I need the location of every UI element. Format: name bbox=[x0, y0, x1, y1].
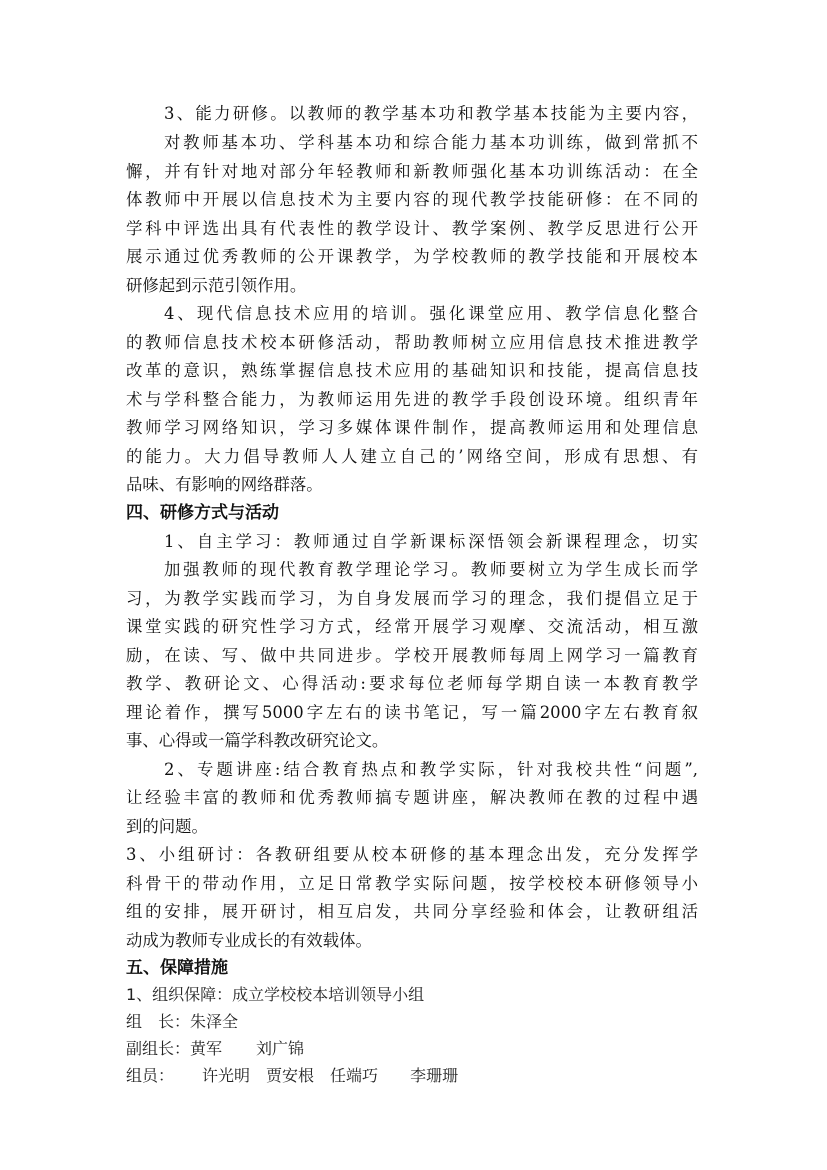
leader-label: 组 长： bbox=[126, 1012, 191, 1031]
item1-line-4: 课堂实践的研究性学习方式，经常开展学习观摩、交流活动，相互激 bbox=[126, 617, 698, 636]
org-leader-row bbox=[126, 1012, 698, 1032]
section3-line-2: 对教师基本功、学科基本功和综合能力基本功训练，做到常抓不 bbox=[164, 133, 698, 152]
item1-line-8: 事、心得或一篇学科教改研究论文。 bbox=[126, 731, 389, 750]
section3-line-7: 研修起到示范引领作用。 bbox=[126, 276, 307, 295]
section4-line-1: 4、现代信息技术应用的培训。强化课堂应用、教学信息化整合 bbox=[164, 304, 698, 323]
member-name: 任端巧 bbox=[330, 1066, 379, 1085]
item1-line-3: 习，为教学实践而学习，为自身发展而学习的理念，我们提倡立足于 bbox=[126, 589, 698, 608]
section4-line-4: 术与学科整合能力，为教师运用先进的教学手段创设环境。组织青年 bbox=[126, 390, 698, 409]
deputy-name: 黄军 bbox=[190, 1039, 223, 1058]
member-name: 贾安根 bbox=[266, 1066, 315, 1085]
section-heading-4: 四、研修方式与活动 bbox=[126, 503, 279, 523]
member-name: 许光明 bbox=[202, 1066, 251, 1085]
item2-line-1: 2、专题讲座:结合教育热点和教学实际，针对我校共性“问题”, bbox=[164, 760, 698, 779]
deputy-name: 刘广锦 bbox=[256, 1039, 305, 1058]
item2-line-3: 到的问题。 bbox=[126, 817, 208, 836]
leader-name: 朱泽全 bbox=[190, 1012, 239, 1031]
item1-line-2: 加强教师的现代教育教学理论学习。教师要树立为学生成长而学 bbox=[164, 560, 698, 579]
item1-line-1: 1、自主学习：教师通过自学新课标深悟领会新课程理念，切实 bbox=[164, 532, 698, 551]
section3-line-6: 展示通过优秀教师的公开课教学，为学校教师的教学技能和开展校本 bbox=[126, 247, 698, 266]
item2-line-2: 让经验丰富的教师和优秀教师搞专题讲座，解决教师在教的过程中遇 bbox=[126, 788, 698, 807]
section4-line-7: 品味、有影响的网络群落。 bbox=[126, 475, 323, 494]
section3-line-4: 体教师中开展以信息技术为主要内容的现代教学技能研修：在不同的 bbox=[126, 190, 698, 209]
item1-line-6: 教学、教研论文、心得活动:要求每位老师每学期自读一本教育教学 bbox=[126, 674, 698, 693]
org-title: 1、组织保障：成立学校校本培训领导小组 bbox=[126, 985, 425, 1004]
item3-line-2: 科骨干的带动作用，立足日常教学实际问题，按学校校本研修领导小 bbox=[126, 874, 698, 893]
section3-line-3: 懈，并有针对地对部分年轻教师和新教师强化基本功训练活动：在全 bbox=[126, 162, 698, 181]
item3-line-3: 组的安排，展开研讨，相互启发，共同分享经验和体会，让教研组活 bbox=[126, 902, 698, 921]
org-deputy-row bbox=[126, 1039, 698, 1059]
item1-line-5: 励，在读、写、做中共同进步。学校开展教师每周上网学习一篇教育 bbox=[126, 646, 698, 665]
section4-line-2: 的教师信息技术校本研修活动，帮助教师树立应用信息技术推进教学 bbox=[126, 333, 698, 352]
section-heading-5: 五、保障措施 bbox=[126, 958, 228, 978]
section4-line-6: 的能力。大力倡导教师人人建立自己的’网络空间，形成有思想、有 bbox=[126, 447, 698, 466]
deputy-label: 副组长： bbox=[126, 1039, 191, 1058]
item1-line-7: 理论着作，撰写5000字左右的读书笔记，写一篇2000字左右教育叙 bbox=[126, 703, 698, 722]
section3-line-1: 3、能力研修。以教师的教学基本功和教学基本技能为主要内容， bbox=[164, 104, 698, 123]
section4-line-3: 改革的意识，熟练掌握信息技术应用的基础知识和技能，提高信息技 bbox=[126, 361, 698, 380]
members-label: 组员： bbox=[126, 1066, 175, 1085]
item3-line-4: 动成为教师专业成长的有效载体。 bbox=[126, 931, 372, 950]
member-name: 李珊珊 bbox=[410, 1066, 459, 1085]
section3-line-5: 学科中评选出具有代表性的教学设计、教学案例、教学反思进行公开 bbox=[126, 219, 698, 238]
item3-line-1: 3、小组研讨：各教研组要从校本研修的基本理念出发，充分发挥学 bbox=[126, 845, 698, 864]
org-members-row bbox=[126, 1066, 698, 1086]
section4-line-5: 教师学习网络知识，学习多媒体课件制作，提高教师运用和处理信息 bbox=[126, 418, 698, 437]
